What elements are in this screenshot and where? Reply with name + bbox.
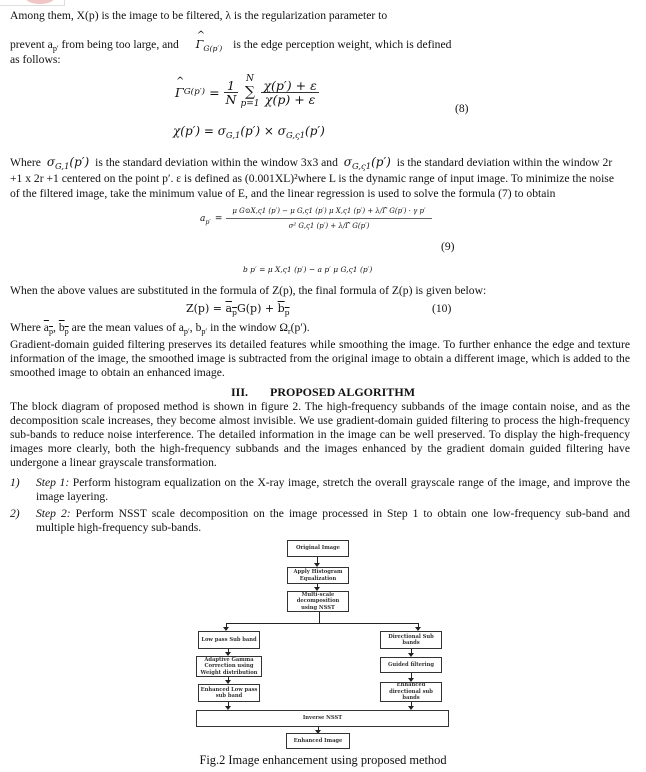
b-bar: $b_p$ xyxy=(58,321,69,336)
fraction-1-over-n: $\frac{1}{N}$ xyxy=(225,77,237,107)
b-bar: $b_p$ xyxy=(277,302,290,317)
box-adaptive-gamma: Adaptive Gamma Correction using Weight distribution xyxy=(196,656,262,677)
paragraph-line: of the filtered image, take the minimum value of E, and the linear regression is used to solve the formula (7) to obtain xyxy=(10,187,556,200)
figure-caption: Fig.2 Image enhancement using proposed method xyxy=(199,753,447,767)
text-run: prevent a xyxy=(10,38,53,51)
equals: = xyxy=(205,84,224,100)
paragraph-line: When the above values are substituted in the formula of Z(p), the final formula of Z(p) is given below: xyxy=(10,284,487,297)
paragraph-line: Where $a_p$, $b_p$ are the mean values of $a_{p'}$, $b_{p'}$ in the window $\Omega_r(p')$. xyxy=(10,321,310,336)
text-run: is the standard deviation within the window 3x3 and xyxy=(95,156,338,169)
box-low-pass-sub-band: Low pass Sub band xyxy=(198,631,260,649)
section-title: PROPOSED ALGORITHM xyxy=(270,385,416,399)
gamma-hat-symbol: ^ $\Gamma_{G(p')}$ xyxy=(196,38,222,51)
paragraph-line xyxy=(10,38,451,52)
a-p-prime: $a_{p'}$ xyxy=(200,213,211,226)
paragraph-line: as follows: xyxy=(10,53,61,66)
section-number: III. xyxy=(230,385,248,399)
box-enhanced-directional: Enhanced directional sub bands xyxy=(380,682,442,702)
box-directional-sub-bands: Directional Sub bands xyxy=(380,631,442,649)
equation-number: (10) xyxy=(432,302,452,315)
fraction-chi: $\frac{\chi(p') + \varepsilon}{\chi(p) + \varepsilon}$ xyxy=(263,77,317,107)
paragraph-line: +1 x 2r +1 centered on the point p′. ε is defined as (0.001XL)²where L is the dynamic range of input image. To minimize the noise xyxy=(10,172,614,185)
paragraph: The block diagram of proposed method is shown in figure 2. The high-frequency subbands of the image contain noise, and as the decomposition scale increases, they become almost invisible. We use gradient-domain guided filtering to process the high-frequency sub-bands to reduce noise interference. The detailed information in the image can be well preserved. To display the high-frequency images more clearly, both the high-frequency subbands and the images enhanced by the gradient domain guided filtering have undergone a linear grayscale transformation. xyxy=(10,400,630,469)
paragraph-line: Among them, X(p) is the image to be filtered, λ is the regularization parameter to xyxy=(10,9,388,22)
step-item xyxy=(10,476,630,504)
a-bar: $a_p$ xyxy=(225,302,237,317)
text-run: is the edge perception weight, which is defined xyxy=(233,38,452,51)
sigma-gs1-symbol: $\sigma_{G,\varsigma 1}(p')$ xyxy=(343,155,391,171)
box-enhanced-low-pass: Enhanced Low pass sub band xyxy=(198,684,260,702)
step-label: Step 2: xyxy=(36,507,71,520)
step-number: 2) xyxy=(10,507,20,520)
equation-8: ^ Γ G(p′) = $\frac{1}{N}$ N ∑ p=1 $\frac{\chi(p') + \varepsilon}{\chi(p) + \varepsilon}$ xyxy=(175,72,319,112)
box-nsst-decomposition: Multi-scale decomposition using NSST xyxy=(287,591,349,612)
step-text: Perform NSST scale decomposition on the image processed in Step 1 to obtain one low-frequency sub-band and multiple high-frequency sub-bands. xyxy=(36,507,630,534)
text-run: from being too large, and xyxy=(58,38,179,51)
box-original-image: Original Image xyxy=(287,540,349,557)
paragraph: Gradient-domain guided filtering preserves its detailed features while smoothing the image. To further enhance the edge and texture information of the image, the smoothed image is subtracted from the original image to obtain a different image, which is added to the smoothed image to obtain an enhanced image. xyxy=(10,338,630,379)
box-enhanced-image: Enhanced Image xyxy=(286,733,350,749)
box-histogram-equalization: Apply Histogram Equalization xyxy=(287,567,349,584)
section-heading xyxy=(0,385,646,399)
equals: = xyxy=(214,213,223,224)
equation-10: $Z(p) = a_pG(p) + b_p$ xyxy=(186,302,290,317)
equation-9 xyxy=(200,206,432,231)
step-label: Step 1: xyxy=(36,476,70,489)
connector xyxy=(319,612,320,623)
step-text: Perform histogram equalization on the X-ray image, stretch the overall grayscale range of the image, and improve the image layering. xyxy=(36,476,630,503)
box-inverse-nsst: Inverse NSST xyxy=(196,710,449,727)
fraction-eq9: $\frac{\text{μ G⊙X,ς1 (p′) − μ G,ς1 (p′) μ X,ς1 (p′) + λ/Γ̂ G(p′) · γ p′}}{\text{σ² G,ς1 (p′) + λ/Γ̂ G(p′)}}$ xyxy=(226,206,431,231)
sigma-g1-symbol: $\sigma_{G,1}(p')$ xyxy=(46,155,90,171)
paragraph-line xyxy=(10,155,612,170)
equation-b: b p′ = μ X,ς1 (p′) − a p′ μ G,ς1 (p′) xyxy=(243,265,373,274)
subscript: p′ xyxy=(52,44,59,53)
a-bar: $a_p$ xyxy=(43,321,54,336)
equation-number: (8) xyxy=(455,102,469,115)
gamma-hat: ^ Γ xyxy=(175,85,184,100)
text-run: Where xyxy=(10,156,41,169)
sum-operator: N ∑ p=1 xyxy=(240,74,260,109)
text-run: is the standard deviation within the window 2r xyxy=(396,156,613,169)
connector xyxy=(226,623,419,624)
chi-definition: $\chi(p') = \sigma_{G,1}(p') \times \sigma_{G,\varsigma 1}(p')$ xyxy=(173,124,325,140)
step-item xyxy=(10,507,630,535)
box-guided-filtering: Guided filtering xyxy=(380,657,442,673)
equation-number: (9) xyxy=(441,240,455,253)
step-number: 1) xyxy=(10,476,20,489)
